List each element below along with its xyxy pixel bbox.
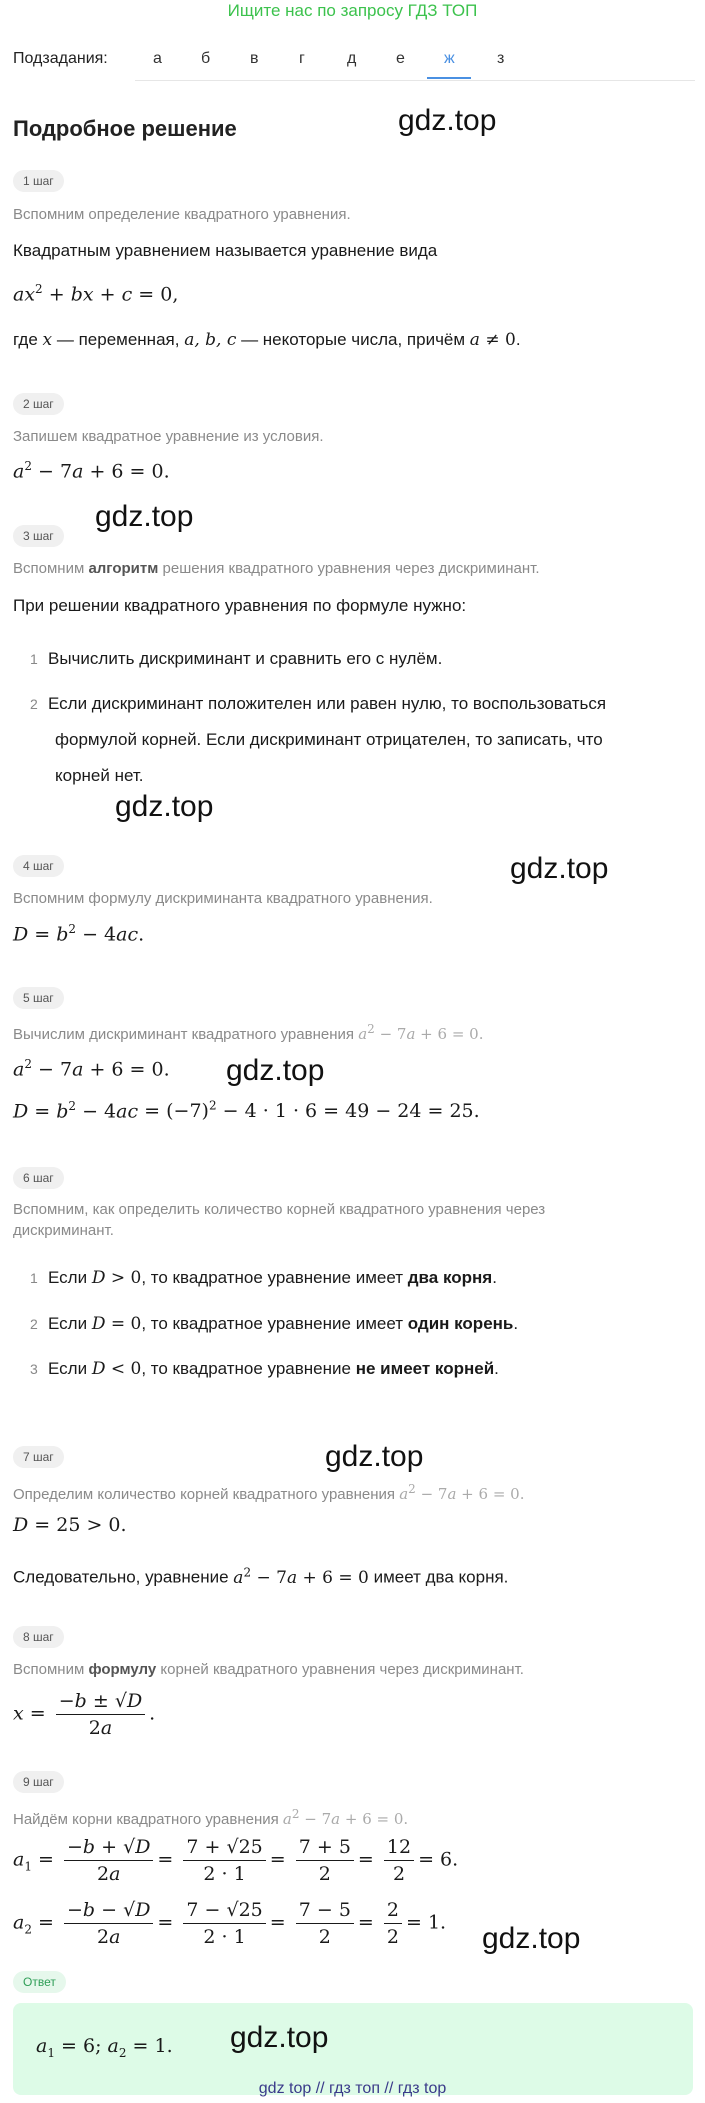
answer-value: $a_1 = 6$; $a_2 = 1$.: [36, 2035, 173, 2060]
tab-d[interactable]: д: [347, 50, 357, 67]
list-item: формулой корней. Если дискриминант отрицателен, то записать, что: [55, 730, 603, 749]
step-tag: 4 шаг: [13, 855, 64, 877]
root-a2: $a_2$ = $\frac{-b - √D}{2a}$ = $\frac{7 - √25}{2 \cdot 1}$ = $\frac{7 - 5}{2}$ = $\frac{2}{2}$ = 1.: [13, 1899, 447, 1948]
step-text: При решении квадратного уравнения по формуле нужно:: [13, 596, 467, 615]
list-number: 2: [30, 1316, 38, 1332]
step-hint: дискриминант.: [13, 1222, 114, 1239]
step-hint: Вспомним, как определить количество корней квадратного уравнения через: [13, 1201, 546, 1218]
footer-links[interactable]: gdz top // гдз топ // гдз top: [258, 2080, 447, 2097]
tab-e[interactable]: е: [396, 50, 405, 67]
tab-zh[interactable]: ж: [444, 50, 455, 67]
tab-v[interactable]: в: [250, 50, 259, 67]
subtasks-label: Подзадания:: [13, 50, 108, 67]
watermark: gdz.top: [226, 1054, 325, 1087]
step-hint: Вспомним определение квадратного уравнения.: [13, 206, 351, 223]
step-text: Квадратным уравнением называется уравнение вида: [13, 241, 438, 260]
tab-a[interactable]: а: [153, 50, 162, 67]
watermark: gdz.top: [230, 2021, 329, 2054]
step-tag: 3 шаг: [13, 525, 64, 547]
list-number: 2: [30, 696, 38, 712]
equation: $D = b^2 - 4ac = (-7)^2 - 4 \cdot 1 \cdot 6 = 49 - 24 = 25$.: [13, 1099, 480, 1123]
list-item: Если D = 0, то квадратное уравнение имеет один корень.: [48, 1314, 519, 1334]
list-item: Если D > 0, то квадратное уравнение имеет два корня.: [48, 1268, 497, 1288]
equation: $ax^2$ + bx + c = 0,: [13, 282, 179, 306]
list-item: Если дискриминант положителен или равен нулю, то воспользоваться: [48, 694, 607, 713]
page-title: Подробное решение: [13, 116, 237, 141]
step-text: где x — переменная, a, b, c — некоторые числа, причём a ≠ 0.: [13, 330, 521, 350]
watermark: gdz.top: [325, 1440, 424, 1473]
equation: $a^2 - 7a + 6 = 0$.: [13, 459, 170, 483]
watermark: gdz.top: [95, 500, 194, 533]
list-item: Если D < 0, то квадратное уравнение не имеет корней.: [48, 1359, 499, 1379]
answer-tag: Ответ: [13, 1971, 66, 1993]
step-tag: 8 шаг: [13, 1626, 64, 1648]
step-tag: 6 шаг: [13, 1167, 64, 1189]
active-tab-indicator: [427, 77, 471, 79]
step-hint: Найдём корни квадратного уравнения $a^2 - 7a + 6 = 0$.: [13, 1807, 409, 1828]
root-formula: x = $\frac{-b \pm √D}{2a}$ .: [13, 1690, 156, 1739]
equation: $D = b^2 - 4ac$.: [13, 922, 145, 946]
list-item: Вычислить дискриминант и сравнить его с нулём.: [48, 649, 443, 668]
step-text: Следовательно, уравнение $a^2 - 7a + 6 = 0$ имеет два корня.: [13, 1565, 509, 1588]
watermark: gdz.top: [398, 104, 497, 137]
list-item: корней нет.: [55, 766, 144, 785]
step-tag: 1 шаг: [13, 170, 64, 192]
watermark: gdz.top: [510, 852, 609, 885]
tab-b[interactable]: б: [201, 50, 211, 67]
tab-g[interactable]: г: [299, 50, 305, 67]
watermark: gdz.top: [482, 1922, 581, 1955]
step-hint: Определим количество корней квадратного уравнения $a^2 - 7a + 6 = 0$.: [13, 1482, 525, 1503]
subtasks-tabs: [135, 40, 695, 81]
step-hint: Запишем квадратное уравнение из условия.: [13, 428, 324, 445]
list-number: 1: [30, 1270, 38, 1286]
list-number: 3: [30, 1361, 38, 1377]
equation: $a^2 - 7a + 6 = 0$.: [13, 1057, 170, 1081]
step-hint: Вспомним формулу корней квадратного уравнения через дискриминант.: [13, 1661, 524, 1678]
watermark: gdz.top: [115, 790, 214, 823]
root-a1: $a_1$ = $\frac{-b + √D}{2a}$ = $\frac{7 + √25}{2 \cdot 1}$ = $\frac{7 + 5}{2}$ = $\frac{12}{2}$ = 6.: [13, 1836, 459, 1885]
step-tag: 2 шаг: [13, 393, 64, 415]
step-hint: Вспомним алгоритм решения квадратного уравнения через дискриминант.: [13, 560, 540, 577]
equation: D = 25 > 0.: [13, 1514, 127, 1536]
step-hint: Вспомним формулу дискриминанта квадратного уравнения.: [13, 890, 433, 907]
step-hint: Вычислим дискриминант квадратного уравнения $a^2 - 7a + 6 = 0$.: [13, 1022, 484, 1043]
step-tag: 5 шаг: [13, 987, 64, 1009]
step-tag: 7 шаг: [13, 1446, 64, 1468]
list-number: 1: [30, 651, 38, 667]
promo-banner: Ищите нас по запросу ГДЗ ТОП: [227, 1, 478, 20]
step-tag: 9 шаг: [13, 1771, 64, 1793]
tab-z[interactable]: з: [497, 50, 505, 67]
